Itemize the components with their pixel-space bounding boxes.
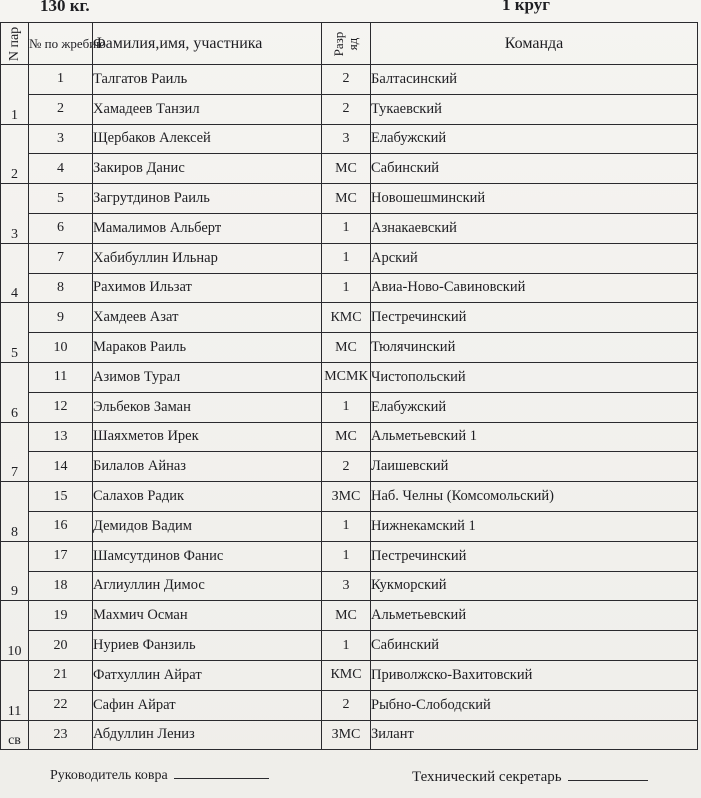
participant-rank: 1: [322, 631, 371, 661]
weight-category: 130 кг.: [40, 0, 90, 15]
pair-number: 9: [1, 541, 29, 601]
participant-rank: МС: [322, 184, 371, 214]
pair-number: 8: [1, 482, 29, 542]
participant-rank: 3: [322, 124, 371, 154]
participant-name: Нуриев Фанзиль: [93, 631, 322, 661]
participant-name: Хабибуллин Ильнар: [93, 243, 322, 273]
team-name: Тюлячинский: [371, 333, 698, 363]
tech-secretary-signature: [412, 768, 648, 786]
participant-name: Шамсутдинов Фанис: [93, 541, 322, 571]
draw-number: 2: [29, 94, 93, 124]
participant-name: Фатхуллин Айрат: [93, 660, 322, 690]
participant-rank: 2: [322, 65, 371, 95]
round-label: 1 круг: [502, 0, 550, 14]
team-name: Зилант: [371, 720, 698, 750]
draw-number: 9: [29, 303, 93, 333]
participant-name: Хамадеев Танзил: [93, 94, 322, 124]
team-name: Чистопольский: [371, 362, 698, 392]
draw-number: 23: [29, 720, 93, 750]
participant-rank: КМС: [322, 660, 371, 690]
team-name: Пестречинский: [371, 303, 698, 333]
participant-name: Рахимов Ильзат: [93, 273, 322, 303]
participant-rank: МС: [322, 333, 371, 363]
mat-head-label: Руководитель ковра: [50, 768, 168, 783]
team-name: Тукаевский: [371, 94, 698, 124]
participant-name: Сафин Айрат: [93, 690, 322, 720]
table-row: [1, 243, 698, 273]
participant-rank: КМС: [322, 303, 371, 333]
column-header-pair: N пар: [1, 23, 29, 65]
table-row: [1, 720, 698, 750]
draw-number: 1: [29, 65, 93, 95]
team-name: Елабужский: [371, 124, 698, 154]
draw-number: 20: [29, 631, 93, 661]
draw-number: 19: [29, 601, 93, 631]
participant-rank: 1: [322, 243, 371, 273]
table-header-row: [1, 23, 698, 65]
column-header-rank: Разр яд: [322, 23, 371, 65]
participant-rank: 2: [322, 94, 371, 124]
participant-name: Билалов Айназ: [93, 452, 322, 482]
table-row: [1, 392, 698, 422]
draw-number: 5: [29, 184, 93, 214]
pair-number: 2: [1, 124, 29, 184]
team-name: Елабужский: [371, 392, 698, 422]
draw-number: 4: [29, 154, 93, 184]
participant-name: Мараков Раиль: [93, 333, 322, 363]
pair-number: 5: [1, 303, 29, 363]
participant-name: Салахов Радик: [93, 482, 322, 512]
table-row: [1, 571, 698, 601]
draw-table: [0, 22, 698, 750]
table-row: [1, 362, 698, 392]
table-row: [1, 94, 698, 124]
column-header-name: Фамилия,имя, участника: [93, 23, 322, 65]
participant-name: Азимов Турал: [93, 362, 322, 392]
table-row: [1, 541, 698, 571]
draw-number: 12: [29, 392, 93, 422]
pair-number: 7: [1, 422, 29, 482]
team-name: Арский: [371, 243, 698, 273]
table-body: [1, 65, 698, 750]
team-name: Рыбно-Слободский: [371, 690, 698, 720]
participant-rank: 1: [322, 273, 371, 303]
table-row: [1, 422, 698, 452]
participant-rank: 3: [322, 571, 371, 601]
table-row: [1, 690, 698, 720]
signature-line: [174, 766, 269, 779]
participant-rank: МС: [322, 154, 371, 184]
team-name: Сабинский: [371, 154, 698, 184]
draw-number: 7: [29, 243, 93, 273]
participant-name: Талгатов Раиль: [93, 65, 322, 95]
participant-name: Шаяхметов Ирек: [93, 422, 322, 452]
table-row: [1, 660, 698, 690]
table-row: [1, 273, 698, 303]
signature-line: [568, 768, 648, 781]
draw-number: 18: [29, 571, 93, 601]
team-name: Кукморский: [371, 571, 698, 601]
team-name: Балтасинский: [371, 65, 698, 95]
table-row: [1, 65, 698, 95]
column-header-team: Команда: [371, 23, 698, 65]
participant-name: Демидов Вадим: [93, 511, 322, 541]
team-name: Сабинский: [371, 631, 698, 661]
table-row: [1, 601, 698, 631]
participant-name: Закиров Данис: [93, 154, 322, 184]
mat-head-signature: [50, 766, 269, 784]
participant-rank: 1: [322, 541, 371, 571]
table-row: [1, 154, 698, 184]
participant-rank: 2: [322, 452, 371, 482]
draw-number: 15: [29, 482, 93, 512]
participant-rank: МС: [322, 601, 371, 631]
pair-number: 3: [1, 184, 29, 244]
participant-name: Аглиуллин Димос: [93, 571, 322, 601]
table-row: [1, 631, 698, 661]
pair-number: 10: [1, 601, 29, 661]
table-row: [1, 511, 698, 541]
draw-number: 22: [29, 690, 93, 720]
pair-number: 1: [1, 65, 29, 125]
draw-number: 16: [29, 511, 93, 541]
participant-name: Абдуллин Лениз: [93, 720, 322, 750]
table-row: [1, 333, 698, 363]
draw-number: 21: [29, 660, 93, 690]
participant-rank: 2: [322, 690, 371, 720]
draw-number: 6: [29, 213, 93, 243]
table-row: [1, 124, 698, 154]
team-name: Приволжско-Вахитовский: [371, 660, 698, 690]
draw-number: 8: [29, 273, 93, 303]
participant-rank: МС: [322, 422, 371, 452]
participant-name: Эльбеков Заман: [93, 392, 322, 422]
column-header-draw: № по жребию: [29, 23, 93, 65]
team-name: Наб. Челны (Комсомольский): [371, 482, 698, 512]
pair-number: св: [1, 720, 29, 750]
participant-name: Хамдеев Азат: [93, 303, 322, 333]
table-row: [1, 213, 698, 243]
participant-rank: 1: [322, 392, 371, 422]
table-row: [1, 184, 698, 214]
team-name: Азнакаевский: [371, 213, 698, 243]
participant-name: Щербаков Алексей: [93, 124, 322, 154]
team-name: Нижнекамский 1: [371, 511, 698, 541]
table-row: [1, 482, 698, 512]
table-row: [1, 303, 698, 333]
participant-name: Махмич Осман: [93, 601, 322, 631]
team-name: Лаишевский: [371, 452, 698, 482]
participant-rank: 1: [322, 511, 371, 541]
draw-number: 3: [29, 124, 93, 154]
participant-rank: МСМК: [322, 362, 371, 392]
participant-name: Загрутдинов Раиль: [93, 184, 322, 214]
participant-rank: ЗМС: [322, 720, 371, 750]
draw-number: 10: [29, 333, 93, 363]
team-name: Новошешминский: [371, 184, 698, 214]
table-row: [1, 452, 698, 482]
team-name: Альметьевский 1: [371, 422, 698, 452]
draw-number: 13: [29, 422, 93, 452]
draw-number: 11: [29, 362, 93, 392]
pair-number: 6: [1, 362, 29, 422]
pair-number: 4: [1, 243, 29, 303]
team-name: Авиа-Ново-Савиновский: [371, 273, 698, 303]
participant-rank: ЗМС: [322, 482, 371, 512]
participant-rank: 1: [322, 213, 371, 243]
team-name: Пестречинский: [371, 541, 698, 571]
tech-secretary-label: Технический секретарь: [412, 769, 562, 785]
participant-name: Мамалимов Альберт: [93, 213, 322, 243]
team-name: Альметьевский: [371, 601, 698, 631]
pair-number: 11: [1, 660, 29, 720]
draw-number: 17: [29, 541, 93, 571]
draw-number: 14: [29, 452, 93, 482]
